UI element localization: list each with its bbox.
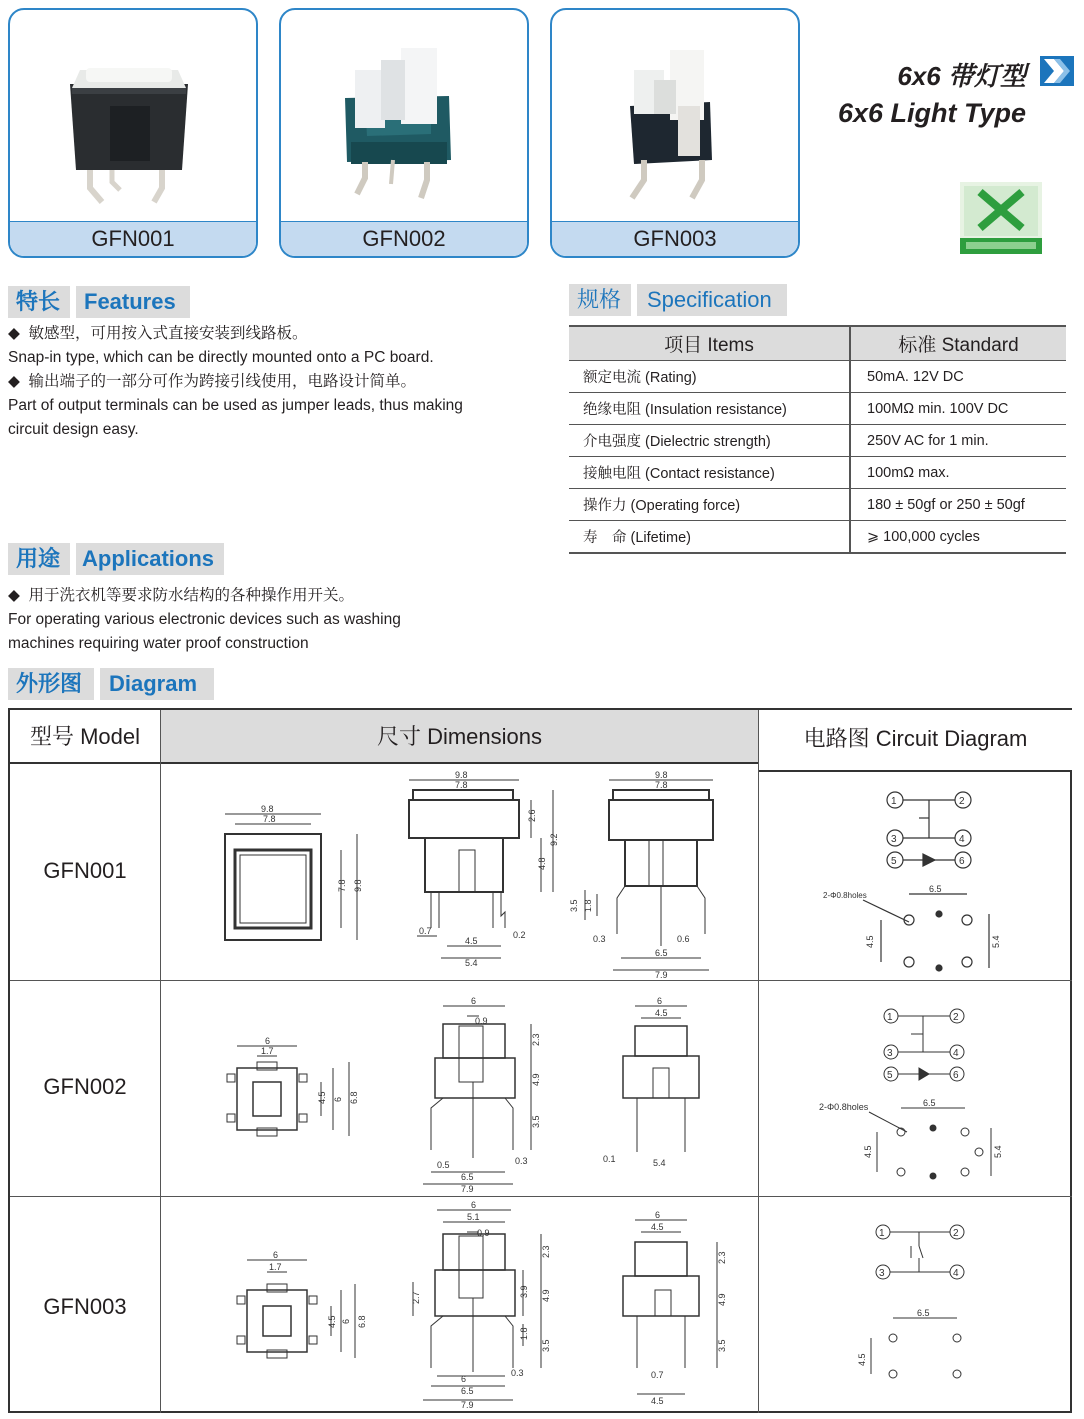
product-name: GFN002: [281, 221, 527, 256]
diagram-table: [8, 708, 1072, 1413]
dim-label: 4.5: [327, 1315, 337, 1328]
dim-label: 6: [655, 1210, 661, 1220]
dim-label: 6: [333, 1096, 343, 1102]
dim-label: 4.5: [865, 935, 875, 948]
page-title-cn: 6x6 带灯型: [897, 61, 1026, 91]
pin-label: 5: [891, 856, 897, 867]
pin-label: 1: [887, 1012, 893, 1023]
arrow-right-icon: [1040, 56, 1074, 86]
pin-label: 1: [891, 796, 897, 807]
page-title-en: 6x6 Light Type: [837, 98, 1026, 128]
product-card-gfn001: [8, 8, 258, 258]
pin-label: 2: [953, 1012, 959, 1023]
switch-photo-gfn003: [552, 10, 798, 224]
dim-label: 6: [265, 1036, 271, 1046]
dim-label: 6.5: [461, 1386, 474, 1396]
circuit-diagram-gfn002: [759, 982, 1072, 1196]
pin-label: 6: [959, 856, 965, 867]
dim-label: 4.5: [317, 1091, 327, 1104]
dim-label: 9.8: [655, 770, 668, 780]
pin-label: 3: [887, 1048, 893, 1059]
dim-label: 0.1: [603, 1154, 616, 1164]
dim-label: 4.5: [863, 1145, 873, 1158]
dim-label: 2.3: [717, 1251, 727, 1264]
dim-label: 7.8: [655, 780, 668, 790]
certification-mark-icon: [960, 182, 1042, 254]
dim-label: 4.5: [651, 1396, 664, 1406]
table-row: 接触电阻 (Contact resistance) 100mΩ max.: [569, 457, 1066, 489]
dim-label: 9.8: [261, 804, 274, 814]
dim-label: 6: [471, 1200, 477, 1210]
dim-label: 6.8: [349, 1091, 359, 1104]
dim-label: 0.3: [511, 1368, 524, 1378]
dim-label: 2.3: [541, 1245, 551, 1258]
dim-label: 6.5: [923, 1098, 936, 1108]
table-row: 额定电流 (Rating) 50mA. 12V DC: [569, 361, 1066, 393]
dim-label: 4.5: [655, 1008, 668, 1018]
dim-label: 6: [341, 1318, 351, 1324]
dimensions-drawing-gfn001: [161, 766, 758, 980]
application-en-a: For operating various electronic devices such as washing: [8, 611, 401, 628]
dim-label: 2.3: [531, 1033, 541, 1046]
dim-label: 6.5: [917, 1308, 930, 1318]
circuit-diagram-gfn001: [759, 772, 1072, 980]
dim-label: 7.8: [337, 879, 347, 892]
dim-label: 6: [273, 1250, 279, 1260]
dim-label: 0.2: [513, 930, 526, 940]
dim-label: 6.8: [357, 1315, 367, 1328]
dim-label: 9.2: [549, 833, 559, 846]
dim-label: 3.5: [717, 1339, 727, 1352]
product-card-gfn002: [279, 8, 529, 258]
table-row: 操作力 (Operating force) 180 ± 50gf or 250 ± 50gf: [569, 489, 1066, 521]
applications-heading: 用途 Applications: [8, 543, 224, 575]
specification-table: [569, 325, 1066, 554]
dim-label: 5.4: [465, 958, 478, 968]
table-row: 寿 命 (Lifetime) ⩾ 100,000 cycles: [569, 521, 1066, 554]
dim-label: 2.6: [527, 809, 537, 822]
dim-label: 0.5: [437, 1160, 450, 1170]
feature-2-en-a: Part of output terminals can be used as jumper leads, thus making: [8, 397, 463, 414]
dimensions-drawing-gfn003: [161, 1198, 758, 1412]
features-heading: 特长 Features: [8, 286, 190, 318]
circuit-diagram-gfn003: [759, 1198, 1072, 1412]
spec-col-standard: 标准 Standard: [850, 326, 1066, 361]
col-model: 型号 Model: [10, 710, 160, 764]
dimensions-drawing-gfn002: [161, 982, 758, 1196]
diagram-heading: 外形图 Diagram: [8, 668, 214, 700]
dim-label: 2.7: [411, 1291, 421, 1304]
dim-label: 6: [471, 996, 477, 1006]
feature-2-cn: 输出端子的一部分可作为跨接引线使用，电路设计简单。: [28, 373, 417, 390]
dim-label: 4.5: [651, 1222, 664, 1232]
dim-label: 6.5: [929, 884, 942, 894]
model-gfn003: GFN003: [43, 1294, 127, 1319]
holes-label: 2-Φ0.8holes: [819, 1102, 869, 1112]
model-gfn001: GFN001: [43, 858, 127, 883]
dim-label: 4.9: [717, 1293, 727, 1306]
table-row: 介电强度 (Dielectric strength) 250V AC for 1 min.: [569, 425, 1066, 457]
dim-label: 9.8: [353, 879, 363, 892]
dim-label: 6: [657, 996, 663, 1006]
pin-label: 2: [959, 796, 965, 807]
spec-col-items: 项目 Items: [569, 326, 850, 361]
switch-photo-gfn001: [10, 10, 256, 224]
dim-label: 3.9: [519, 1285, 529, 1298]
dim-label: 4.5: [465, 936, 478, 946]
application-en-b: machines requiring water proof construction: [8, 635, 309, 652]
dim-label: 5.4: [993, 1145, 1003, 1158]
pin-label: 3: [891, 834, 897, 845]
feature-1-cn: 敏感型，可用按入式直接安装到线路板。: [28, 325, 308, 342]
dim-label: 6.5: [461, 1172, 474, 1182]
dim-label: 1.8: [583, 899, 593, 912]
pin-label: 3: [879, 1268, 885, 1279]
pin-label: 2: [953, 1228, 959, 1239]
dim-label: 3.5: [531, 1115, 541, 1128]
col-dimensions: 尺寸 Dimensions: [161, 710, 758, 764]
pin-label: 4: [959, 834, 965, 845]
dim-label: 7.8: [263, 814, 276, 824]
col-circuit: 电路图 Circuit Diagram: [759, 710, 1072, 772]
dim-label: 0.6: [677, 934, 690, 944]
pin-label: 1: [879, 1228, 885, 1239]
dim-label: 5.1: [467, 1212, 480, 1222]
features-text: ◆ 敏感型，可用按入式直接安装到线路板。 Snap-in type, which can be directly mounted onto a PC board. ◆ 输出端子的一部分可作为跨接引线使用，电路设计简单。 Part of output terminals can be used as jumper leads, thus making circuit design easy.: [8, 322, 528, 442]
dim-label: 4.8: [537, 857, 547, 870]
dim-label: 9.8: [455, 770, 468, 780]
dim-label: 0.7: [651, 1370, 664, 1380]
applications-text: ◆ 用于洗衣机等要求防水结构的各种操作用开关。 For operating various electronic devices such as washing machines requiring water proof construction: [8, 584, 528, 656]
pin-label: 6: [953, 1070, 959, 1081]
dim-label: 1.7: [261, 1046, 274, 1056]
dim-label: 6.5: [655, 948, 668, 958]
product-name: GFN003: [552, 221, 798, 256]
dim-label: 1.8: [519, 1327, 529, 1340]
dim-label: 5.4: [653, 1158, 666, 1168]
dim-label: 5.4: [991, 935, 1001, 948]
dim-label: 0.9: [477, 1228, 490, 1238]
model-gfn002: GFN002: [43, 1074, 127, 1099]
feature-1-en: Snap-in type, which can be directly mounted onto a PC board.: [8, 349, 434, 366]
dim-label: 4.9: [541, 1289, 551, 1302]
application-cn: 用于洗衣机等要求防水结构的各种操作用开关。: [28, 587, 355, 604]
holes-label: 2-Φ0.8holes: [823, 891, 867, 900]
dim-label: 3.5: [569, 899, 579, 912]
dim-label: 7.9: [461, 1400, 474, 1410]
specification-heading: 规格 Specification: [569, 284, 787, 316]
product-name: GFN001: [10, 221, 256, 256]
dim-label: 6: [461, 1374, 467, 1384]
switch-photo-gfn002: [281, 10, 527, 224]
dim-label: 4.5: [857, 1353, 867, 1366]
dim-label: 3.5: [541, 1339, 551, 1352]
dim-label: 0.3: [515, 1156, 528, 1166]
product-card-gfn003: [550, 8, 800, 258]
dim-label: 4.9: [531, 1073, 541, 1086]
dim-label: 0.3: [593, 934, 606, 944]
dim-label: 7.8: [455, 780, 468, 790]
pin-label: 4: [953, 1268, 959, 1279]
dim-label: 7.9: [655, 970, 668, 980]
table-row: 绝缘电阻 (Insulation resistance) 100MΩ min. 100V DC: [569, 393, 1066, 425]
dim-label: 7.9: [461, 1184, 474, 1194]
dim-label: 0.9: [475, 1016, 488, 1026]
pin-label: 5: [887, 1070, 893, 1081]
dim-label: 0.7: [419, 926, 432, 936]
feature-2-en-b: circuit design easy.: [8, 421, 139, 438]
pin-label: 4: [953, 1048, 959, 1059]
dim-label: 1.7: [269, 1262, 282, 1272]
